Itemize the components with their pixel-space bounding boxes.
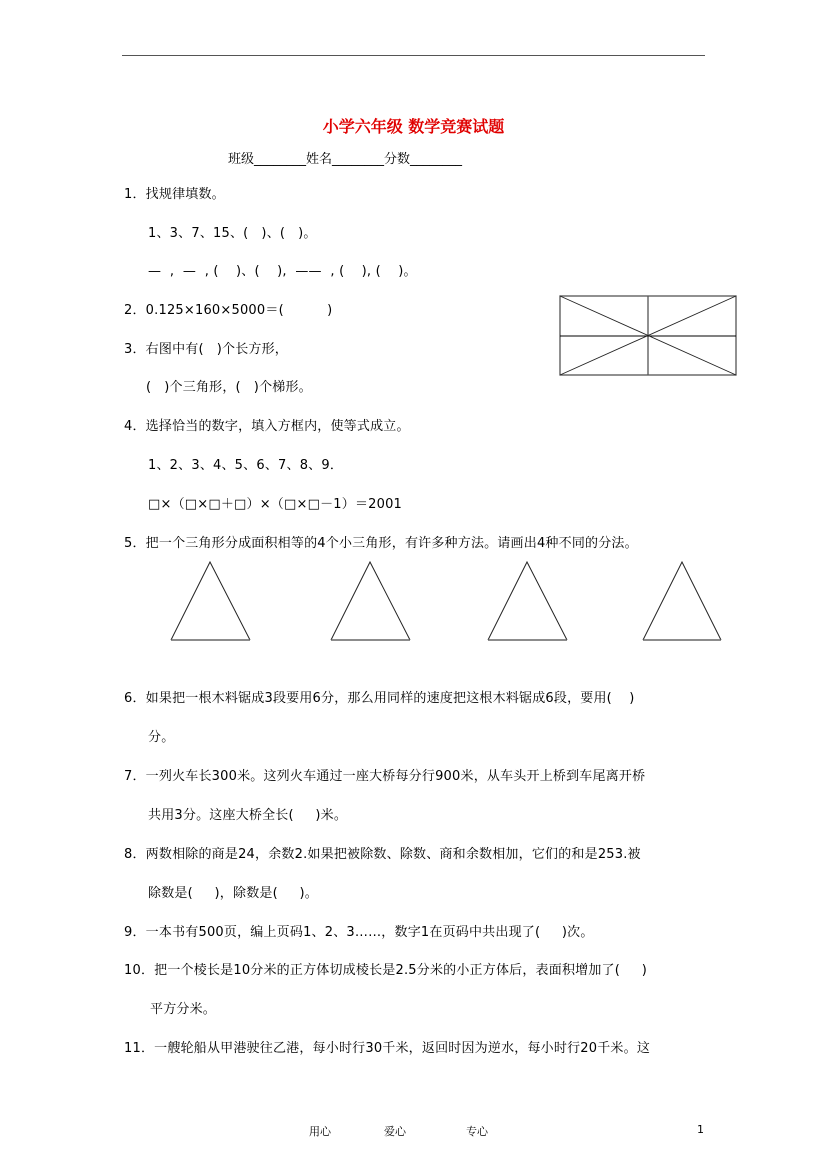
triangle-1-sides (171, 562, 250, 640)
question-7-line-2: 共用3分。这座大桥全长( )米。 (148, 808, 348, 823)
question-1-sequence-a: 1、3、7、15、( )、( )。 (148, 226, 317, 241)
question-4-digits: 1、2、3、4、5、6、7、8、9． (148, 458, 344, 473)
question-7-line-1: 7．一列火车长300米。这列火车通过一座大桥每分行900米，从车头开上桥到车尾离开桥 (124, 769, 646, 784)
question-10-line-1: 10．把一个棱长是10分米的正方体切成棱长是2.5分米的小正方体后，表面积增加了( ) (124, 963, 647, 978)
question-4-prompt: 4．选择恰当的数字，填入方框内，使等式成立。 (124, 419, 410, 434)
question-2: 2．0.125×160×5000＝( ) (124, 303, 333, 318)
footer-item-2: 爱心 (384, 1125, 406, 1138)
student-info-line: 班级________姓名________分数________ (228, 152, 463, 167)
question-3-line-1: 3．右图中有( )个长方形， (124, 342, 289, 357)
triangle-4-sides (643, 562, 721, 640)
question-4-equation: □×（□×□＋□）×（□×□－1）＝2001 (148, 497, 403, 512)
footer-item-1: 用心 (309, 1125, 331, 1138)
question-6-line-1: 6．如果把一根木料锯成3段要用6分，那么用同样的速度把这根木料锯成6段，要用( ) (124, 691, 635, 706)
question-3-line-2: ( )个三角形，( )个梯形。 (146, 380, 312, 395)
triangle-3-sides (488, 562, 567, 640)
question-6-line-2: 分。 (148, 730, 175, 745)
page-number: 1 (697, 1123, 704, 1136)
question-5: 5．把一个三角形分成面积相等的4个小三角形，有许多种方法。请画出4种不同的分法。 (124, 536, 638, 551)
question-1-prompt: 1．找规律填数。 (124, 187, 225, 202)
question-10-line-2: 平方分米。 (150, 1002, 217, 1017)
question-11-line-1: 11．一艘轮船从甲港驶往乙港，每小时行30千米，返回时因为逆水，每小时行20千米。这 (124, 1041, 651, 1056)
question-8-line-1: 8．两数相除的商是24，余数2.如果把被除数、除数、商和余数相加，它们的和是253.被 (124, 847, 641, 862)
question-9: 9．一本书有500页，编上页码1、2、3……，数字1在页码中共出现了( )次。 (124, 925, 594, 940)
page-title: 小学六年级 数学竞赛试题 (322, 117, 505, 136)
triangle-2-sides (331, 562, 410, 640)
question-1-sequence-b: — , — , ( )、( ), —— , ( ), ( )。 (148, 264, 417, 279)
question-8-line-2: 除数是( )，除数是( )。 (148, 886, 319, 901)
rectangle-figure (560, 296, 736, 375)
footer-item-3: 专心 (466, 1125, 488, 1138)
